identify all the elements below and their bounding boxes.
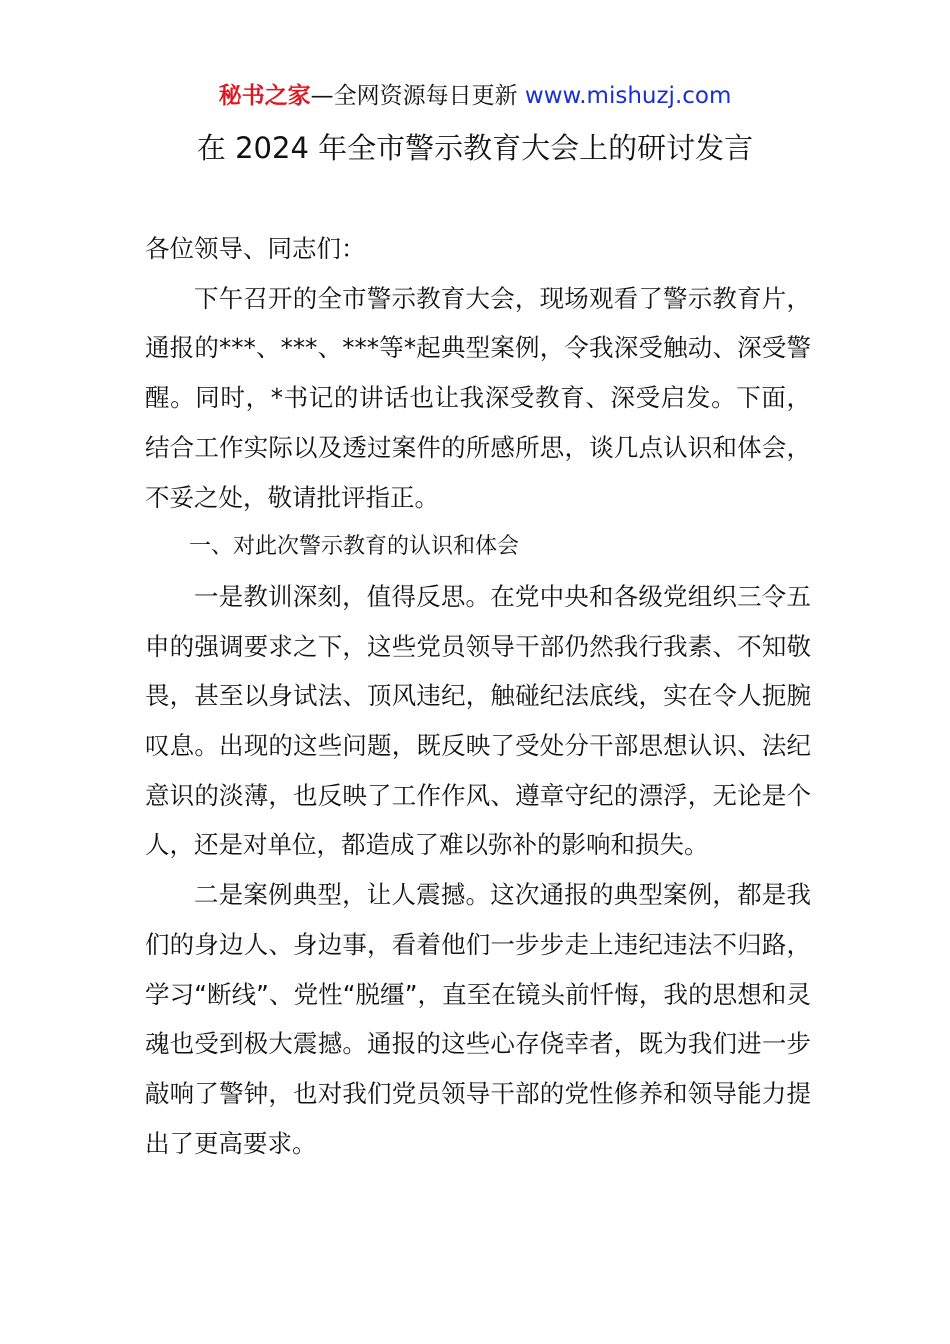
- section-paragraph-1: 一是教训深刻，值得反思。在党中央和各级党组织三令五申的强调要求之下，这些党员领导干部仍然我行我素、不知敬畏，甚至以身试法、顶风违纪，触碰纪法底线，实在令人扼腕叹息。出现的这些问题，既反映了受处分干部思想认识、法纪意识的淡薄，也反映了工作作风、遵章守纪的漂浮，无论是个人，还是对单位，都造成了难以弥补的影响和损失。: [145, 581, 811, 860]
- banner-url-link[interactable]: www.mishuzj.com: [524, 83, 732, 109]
- document-title: 在 2024 年全市警示教育大会上的研讨发言: [196, 131, 754, 165]
- brand-name: 秘书之家: [218, 83, 311, 109]
- section-heading: 一、对此次警示教育的认识和体会: [189, 534, 520, 560]
- document-body: [145, 224, 811, 1168]
- site-banner: [0, 80, 950, 112]
- salutation: 各位领导、同志们：: [145, 234, 366, 263]
- intro-paragraph: 下午召开的全市警示教育大会，现场观看了警示教育片，通报的***、***、***等*起典型案例，令我深受触动、深受警醒。同时，*书记的讲话也让我深受教育、深受启发。下面，结合工作实际以及透过案件的所感所思，谈几点认识和体会，不妥之处，敬请批评指正。: [145, 283, 811, 512]
- banner-tagline: —全网资源每日更新: [310, 83, 525, 109]
- section-paragraph-2: 二是案例典型，让人震撼。这次通报的典型案例，都是我们的身边人、身边事，看着他们一步步走上违纪违法不归路，学习“断线”、党性“脱缰”，直至在镜头前忏悔，我的思想和灵魂也受到极大震撼。通报的这些心存侥幸者，既为我们进一步敲响了警钟，也对我们党员领导干部的党性修养和领导能力提出了更高要求。: [145, 880, 811, 1158]
